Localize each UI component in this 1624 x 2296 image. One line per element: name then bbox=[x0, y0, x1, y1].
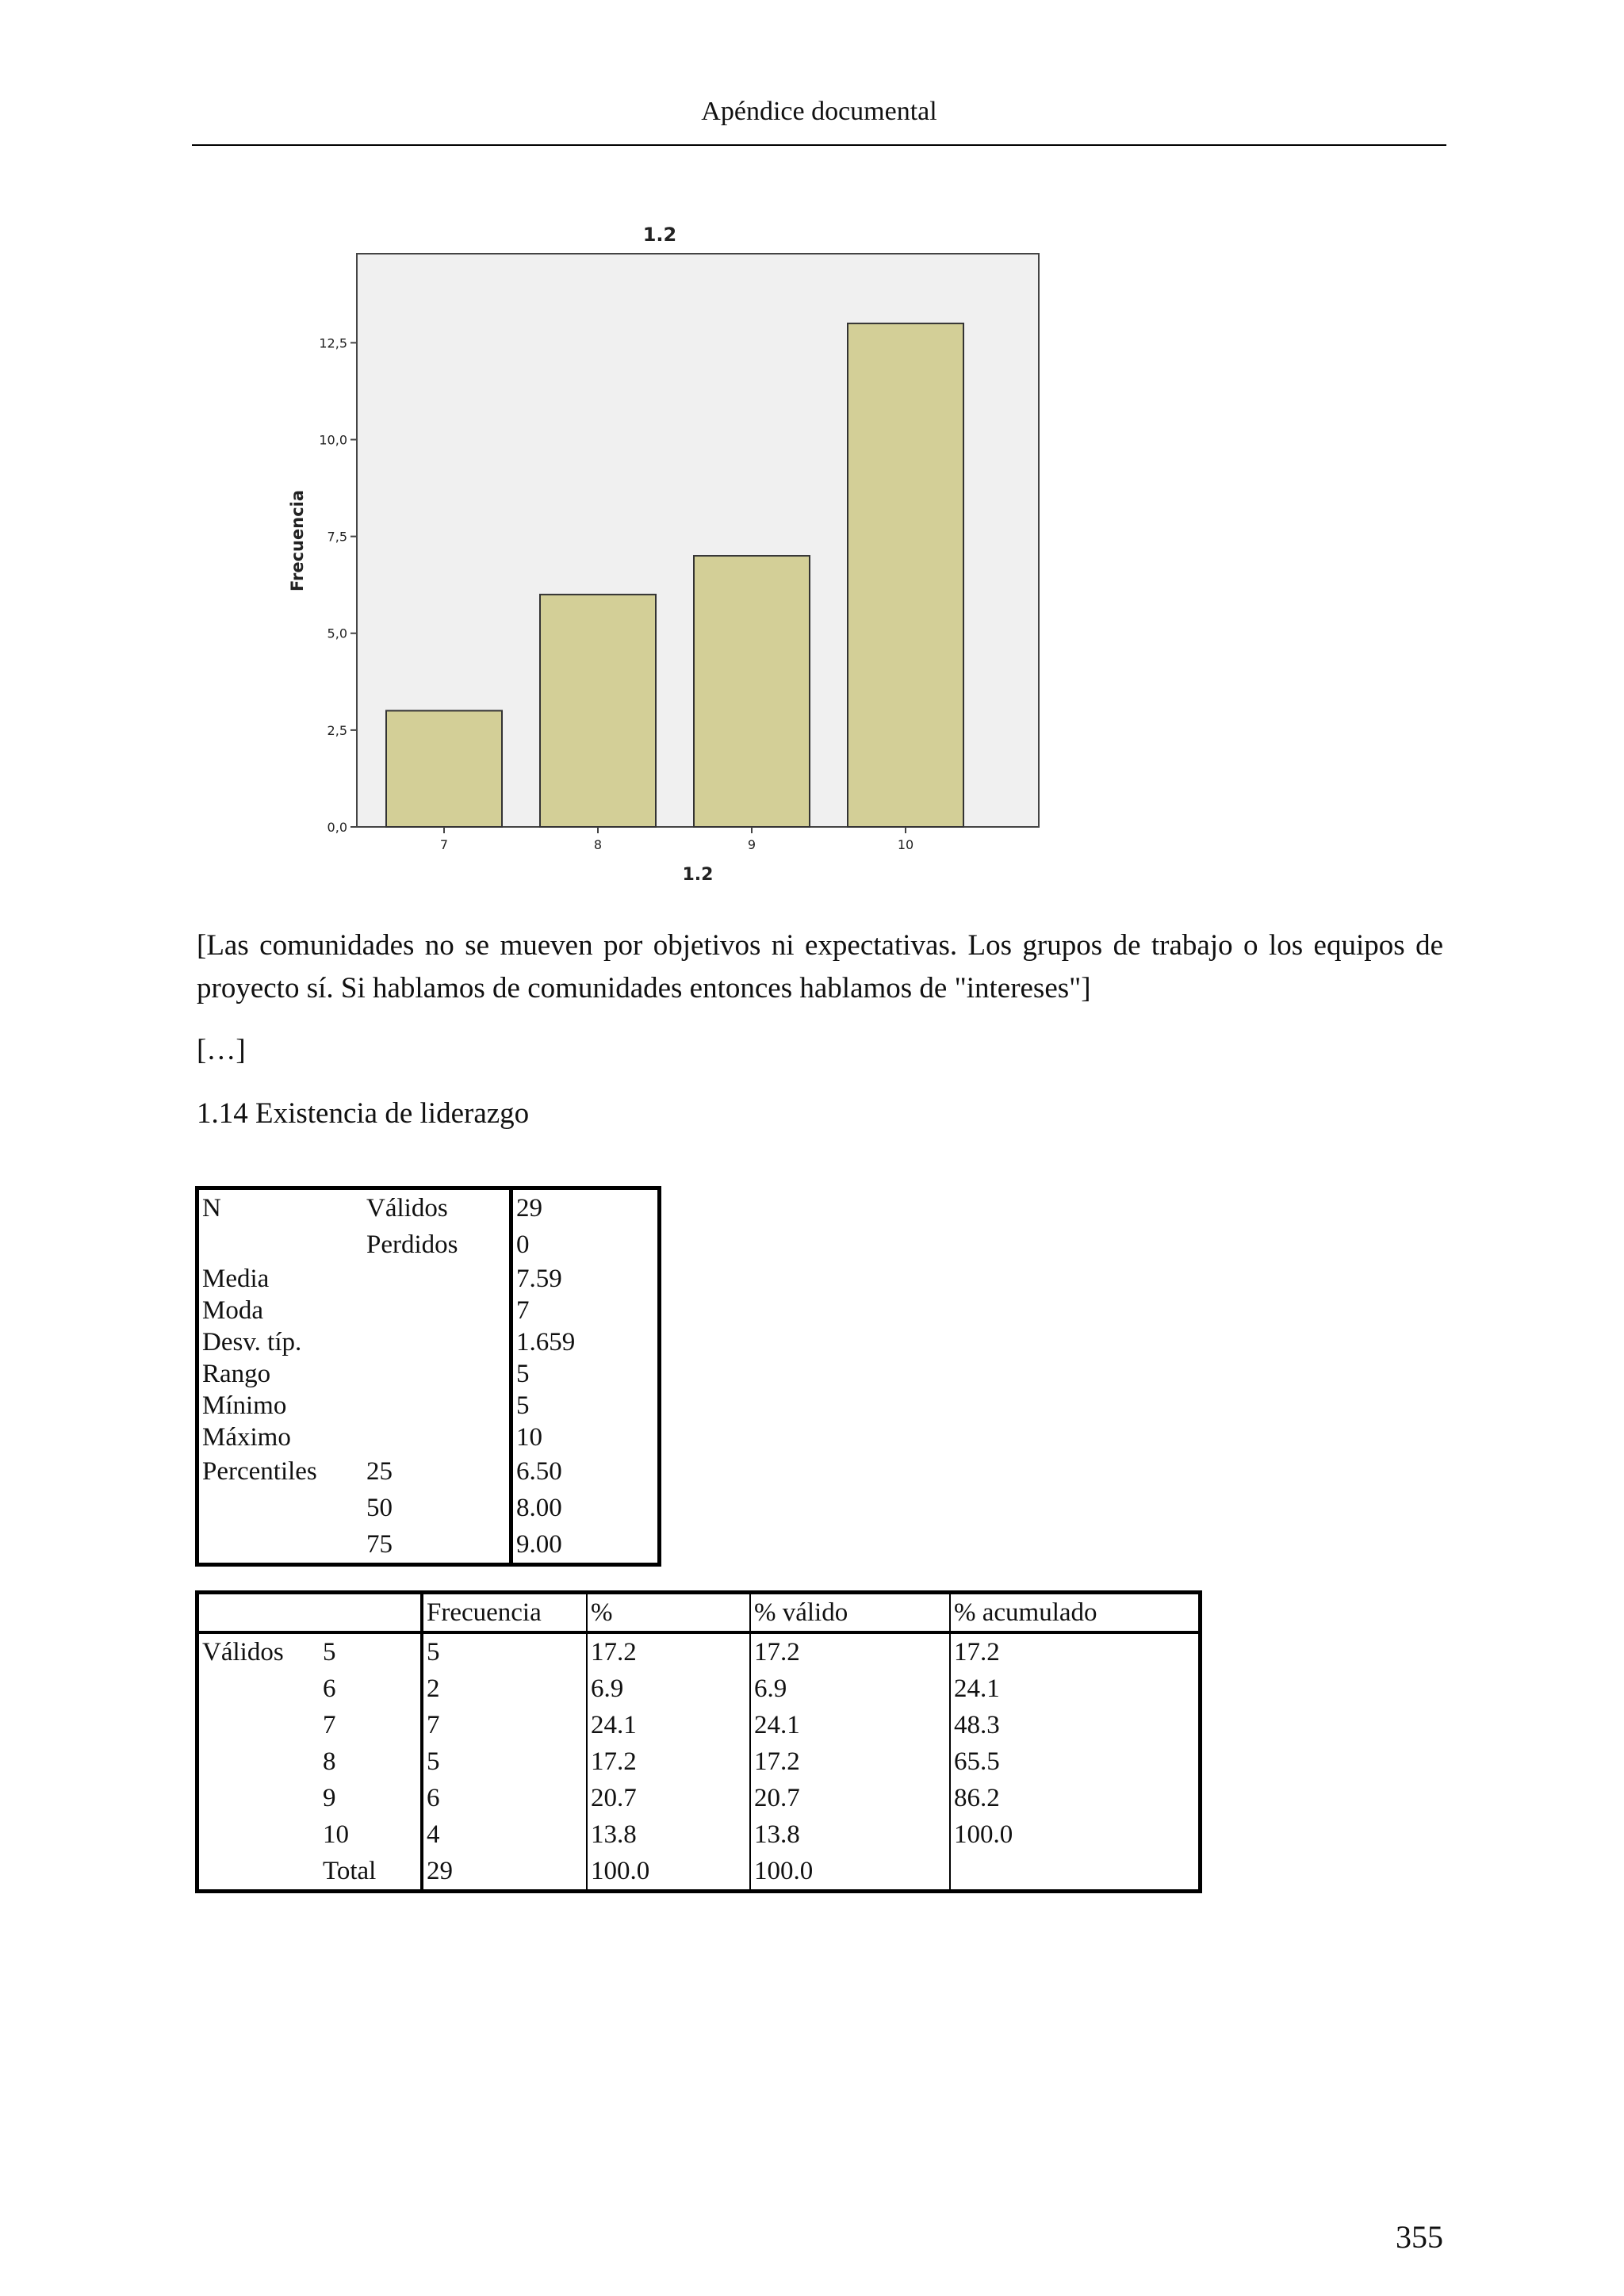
stats-value: 6.50 bbox=[516, 1457, 562, 1486]
freq-valid-percent: 20.7 bbox=[750, 1780, 950, 1816]
stats-sublabel bbox=[363, 1358, 511, 1390]
stats-row bbox=[197, 1358, 660, 1390]
stats-label bbox=[197, 1526, 364, 1565]
freq-percent: 13.8 bbox=[587, 1816, 750, 1853]
stats-value: 10 bbox=[516, 1423, 542, 1452]
freq-valid-percent: 100.0 bbox=[750, 1853, 950, 1892]
freq-group-label bbox=[197, 1670, 320, 1707]
freq-category: 8 bbox=[320, 1743, 422, 1780]
y-tick-label: 7,5 bbox=[327, 529, 347, 545]
stats-row bbox=[197, 1526, 660, 1565]
stats-row bbox=[197, 1226, 660, 1263]
freq-category: Total bbox=[320, 1853, 422, 1892]
x-axis-label: 1.2 bbox=[682, 865, 714, 885]
y-tick-label: 10,0 bbox=[319, 432, 347, 448]
stats-row bbox=[197, 1422, 660, 1453]
freq-valid-percent: 17.2 bbox=[750, 1632, 950, 1670]
stats-row bbox=[197, 1490, 660, 1526]
stats-label bbox=[197, 1490, 364, 1526]
stats-sublabel: 25 bbox=[363, 1453, 511, 1490]
freq-cumulative-percent: 24.1 bbox=[954, 1674, 1000, 1703]
freq-row bbox=[197, 1743, 1201, 1780]
stats-value: 5 bbox=[516, 1391, 530, 1420]
freq-group-label bbox=[197, 1853, 320, 1892]
stats-sublabel: Perdidos bbox=[363, 1226, 511, 1263]
freq-cumulative-percent: 86.2 bbox=[954, 1784, 1000, 1812]
stats-row bbox=[197, 1390, 660, 1422]
freq-cumulative-percent: 65.5 bbox=[954, 1747, 1000, 1776]
y-tick-label: 0,0 bbox=[327, 820, 347, 835]
stats-value: 8.00 bbox=[516, 1494, 562, 1522]
freq-header-row bbox=[197, 1593, 1201, 1633]
freq-percent: 24.1 bbox=[587, 1707, 750, 1743]
stats-sublabel: Válidos bbox=[363, 1188, 511, 1227]
y-axis-label: Frecuencia bbox=[288, 489, 307, 592]
stats-row bbox=[197, 1453, 660, 1490]
stats-label: Mínimo bbox=[202, 1391, 287, 1420]
freq-count: 6 bbox=[422, 1780, 587, 1816]
freq-category: 6 bbox=[320, 1670, 422, 1707]
stats-value: 9.00 bbox=[516, 1530, 562, 1559]
freq-percent: 6.9 bbox=[587, 1670, 750, 1707]
freq-category: 5 bbox=[320, 1632, 422, 1670]
freq-category: 10 bbox=[320, 1816, 422, 1853]
freq-row bbox=[197, 1816, 1201, 1853]
body-paragraph-line-2: proyecto sí. Si hablamos de comunidades entonces hablamos de "intereses"] bbox=[197, 972, 1091, 1004]
stats-row bbox=[197, 1188, 660, 1227]
freq-valid-percent: 6.9 bbox=[750, 1670, 950, 1707]
freq-percent: 17.2 bbox=[587, 1632, 750, 1670]
header-rule bbox=[192, 144, 1446, 146]
freq-column-header: Frecuencia bbox=[422, 1593, 587, 1633]
stats-value: 0 bbox=[516, 1230, 530, 1259]
freq-group-label bbox=[197, 1743, 320, 1780]
stats-label bbox=[197, 1226, 364, 1263]
stats-sublabel: 75 bbox=[363, 1526, 511, 1565]
freq-column-header: % acumulado bbox=[950, 1593, 1201, 1633]
stats-label: Media bbox=[202, 1265, 270, 1293]
bar-9 bbox=[694, 556, 810, 827]
stats-row bbox=[197, 1263, 660, 1295]
freq-group-label bbox=[197, 1816, 320, 1853]
y-tick-label: 12,5 bbox=[319, 335, 347, 351]
stats-label: Percentiles bbox=[202, 1457, 317, 1486]
statistics-table bbox=[195, 1186, 661, 1567]
stats-row bbox=[197, 1295, 660, 1326]
x-tick-label: 9 bbox=[747, 837, 756, 852]
x-tick-label: 7 bbox=[439, 837, 449, 852]
stats-value: 7 bbox=[516, 1296, 530, 1325]
x-axis bbox=[440, 827, 914, 852]
page-number: 355 bbox=[1396, 2219, 1443, 2255]
bar-chart-svg bbox=[278, 214, 1063, 904]
frequency-table bbox=[195, 1590, 1202, 1893]
bar-7 bbox=[386, 710, 502, 827]
omission-marker: […] bbox=[197, 1034, 246, 1066]
bar-10 bbox=[848, 323, 963, 827]
freq-column-header bbox=[197, 1593, 320, 1633]
stats-sublabel bbox=[363, 1263, 511, 1295]
stats-value: 5 bbox=[516, 1360, 530, 1388]
freq-cumulative-percent: 100.0 bbox=[954, 1820, 1013, 1849]
freq-valid-percent: 17.2 bbox=[750, 1743, 950, 1780]
freq-count: 4 bbox=[422, 1816, 587, 1853]
stats-value: 7.59 bbox=[516, 1265, 562, 1293]
stats-sublabel bbox=[363, 1390, 511, 1422]
freq-row bbox=[197, 1707, 1201, 1743]
freq-cumulative-percent: 17.2 bbox=[954, 1638, 1000, 1667]
stats-sublabel bbox=[363, 1422, 511, 1453]
freq-count: 5 bbox=[422, 1632, 587, 1670]
freq-count: 5 bbox=[422, 1743, 587, 1780]
freq-valid-percent: 24.1 bbox=[750, 1707, 950, 1743]
freq-percent: 17.2 bbox=[587, 1743, 750, 1780]
freq-category: 7 bbox=[320, 1707, 422, 1743]
freq-row bbox=[197, 1632, 1201, 1670]
stats-sublabel bbox=[363, 1295, 511, 1326]
y-tick-label: 2,5 bbox=[327, 722, 347, 738]
freq-valid-percent: 13.8 bbox=[750, 1816, 950, 1853]
freq-cumulative-percent: 48.3 bbox=[954, 1711, 1000, 1739]
chart-title: 1.2 bbox=[642, 224, 677, 246]
stats-label: Máximo bbox=[202, 1423, 291, 1452]
body-paragraph-line-1: [Las comunidades no se mueven por objetivos ni expectativas. Los grupos de trabajo o los equipos de bbox=[197, 929, 1443, 962]
stats-value: 1.659 bbox=[516, 1328, 576, 1357]
bar-chart bbox=[278, 214, 1063, 904]
freq-column-header: % válido bbox=[750, 1593, 950, 1633]
freq-column-header bbox=[320, 1593, 422, 1633]
stats-value: 29 bbox=[516, 1194, 542, 1223]
x-tick-label: 8 bbox=[593, 837, 603, 852]
stats-sublabel bbox=[363, 1326, 511, 1358]
freq-count: 7 bbox=[422, 1707, 587, 1743]
freq-count: 2 bbox=[422, 1670, 587, 1707]
body-paragraph bbox=[197, 924, 1443, 1010]
freq-row bbox=[197, 1853, 1201, 1892]
bar-8 bbox=[540, 595, 656, 827]
stats-label: Desv. típ. bbox=[202, 1328, 302, 1357]
x-tick-label: 10 bbox=[897, 837, 914, 852]
freq-group-label: Válidos bbox=[202, 1638, 284, 1667]
y-axis bbox=[319, 335, 357, 835]
stats-label: N bbox=[202, 1194, 221, 1223]
stats-label: Rango bbox=[202, 1360, 271, 1388]
stats-label: Moda bbox=[202, 1296, 263, 1325]
y-tick-label: 5,0 bbox=[327, 626, 347, 641]
freq-count: 29 bbox=[422, 1853, 587, 1892]
stats-row bbox=[197, 1326, 660, 1358]
freq-column-header: % bbox=[587, 1593, 750, 1633]
freq-category: 9 bbox=[320, 1780, 422, 1816]
freq-percent: 100.0 bbox=[587, 1853, 750, 1892]
freq-percent: 20.7 bbox=[587, 1780, 750, 1816]
stats-sublabel: 50 bbox=[363, 1490, 511, 1526]
section-heading: 1.14 Existencia de liderazgo bbox=[197, 1097, 530, 1130]
freq-row bbox=[197, 1780, 1201, 1816]
freq-cumulative-percent bbox=[950, 1853, 1201, 1892]
freq-group-label bbox=[197, 1707, 320, 1743]
freq-row bbox=[197, 1670, 1201, 1707]
freq-group-label bbox=[197, 1780, 320, 1816]
running-header: Apéndice documental bbox=[701, 97, 937, 126]
